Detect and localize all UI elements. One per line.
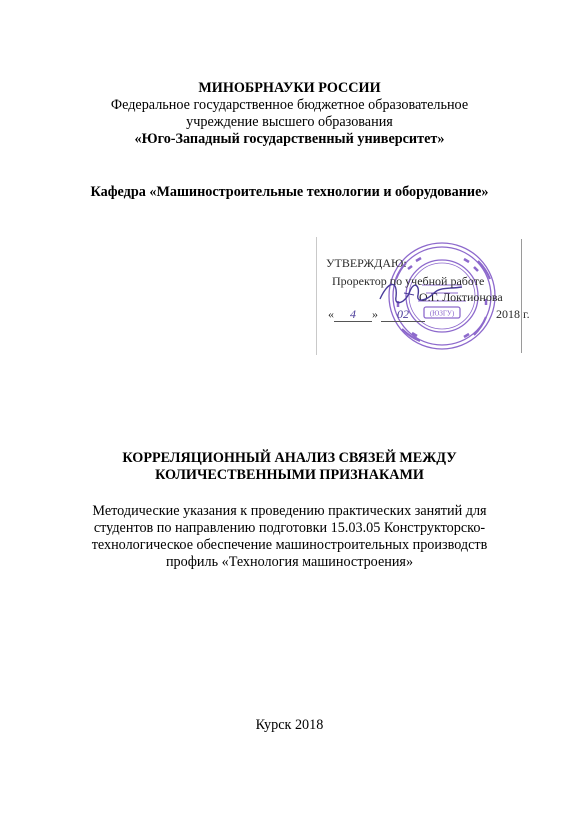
- approval-position: Проректор по учебной работе: [332, 274, 485, 288]
- ministry-heading: МИНОБРНАУКИ РОССИИ: [198, 80, 381, 96]
- department-name: Кафедра «Машиностроительные технологии и оборудование»: [90, 184, 489, 200]
- institution-line-2: учреждение высшего образования: [186, 114, 393, 130]
- scan-edge-right: [521, 239, 522, 353]
- signature-icon: [376, 273, 466, 313]
- approval-name: О.Г. Локтионова: [419, 290, 503, 304]
- description-line-1: Методические указания к проведению практических занятий для: [92, 503, 487, 519]
- scan-edge-left: [316, 237, 317, 355]
- seal-text: (ЮЗГУ): [429, 309, 455, 318]
- institution-line-1: Федеральное государственное бюджетное образовательное: [110, 97, 469, 113]
- document-title-line-2: КОЛИЧЕСТВЕННЫМИ ПРИЗНАКАМИ: [155, 467, 424, 483]
- date-close-quote: »: [372, 307, 378, 321]
- date-open-quote: «: [328, 307, 334, 321]
- date-day: 4: [334, 307, 372, 322]
- description-line-2: студентов по направлению подготовки 15.03.05 Конструкторско-: [93, 520, 486, 536]
- date-month: 02: [381, 307, 425, 322]
- university-name: «Юго-Западный государственный университет»: [134, 131, 445, 147]
- city-year: Курск 2018: [255, 717, 324, 733]
- approval-block: [316, 237, 530, 357]
- document-title-line-1: КОРРЕЛЯЦИОННЫЙ АНАЛИЗ СВЯЗЕЙ МЕЖДУ: [122, 450, 457, 466]
- description-line-3: технологическое обеспечение машиностроительных производств: [91, 537, 488, 553]
- approval-year: 2018 г.: [496, 307, 530, 321]
- approval-word: УТВЕРЖДАЮ:: [326, 256, 407, 270]
- description-line-4: профиль «Технология машиностроения»: [165, 554, 414, 570]
